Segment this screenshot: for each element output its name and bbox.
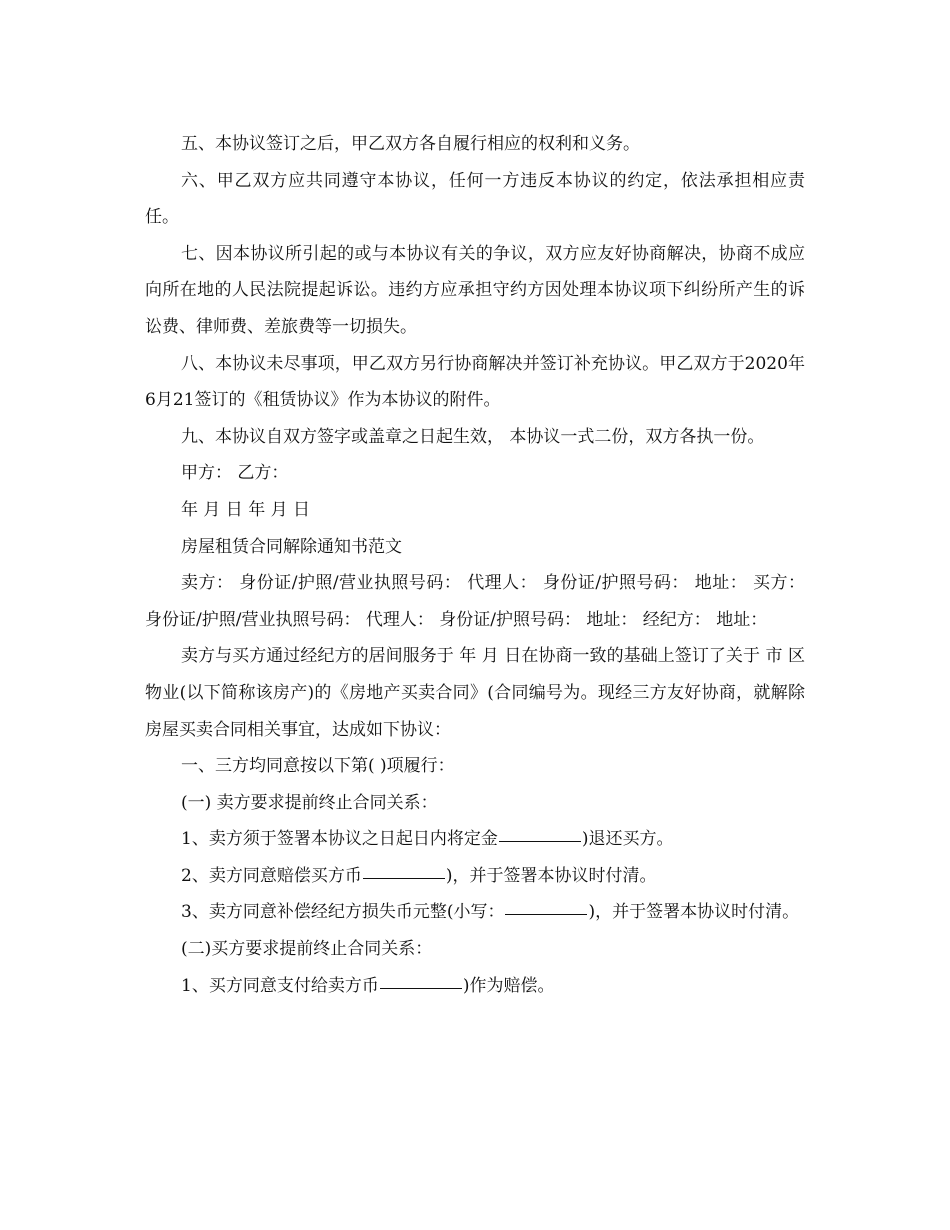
- intro-paragraph: 卖方与买方通过经纪方的居间服务于 年 月 日在协商一致的基础上签订了关于 市 区 物业(以下简称该房产)的《房地产买卖合同》(合同编号为。现经三方友好协商，就解除房屋买卖合同相关事宜，达成如下协议：: [145, 646, 805, 740]
- fill-in-blank: [505, 913, 587, 915]
- item-text: )，并于签署本协议时付清。: [445, 865, 657, 886]
- option-1-heading: (一) 卖方要求提前终止合同关系：: [181, 792, 438, 813]
- fill-in-blank: [499, 840, 581, 842]
- item-text: 1、卖方须于签署本协议之日起日内将定金: [181, 829, 498, 850]
- option-1-item-1: [145, 821, 805, 858]
- document-body: [145, 126, 805, 1004]
- signature-dates: 年 月 日 年 月 日: [181, 499, 311, 520]
- clause-8: 八、本协议未尽事项，甲乙双方另行协商解决并签订补充协议。甲乙双方于2020年6月21签订的《租赁协议》作为本协议的附件。: [145, 353, 805, 411]
- party-information: 卖方： 身份证/护照/营业执照号码： 代理人： 身份证/护照号码： 地址： 买方： 身份证/护照/营业执照号码： 代理人： 身份证/护照号码： 地址： 经纪方： 地址：: [145, 573, 805, 630]
- item-text: )作为赔偿。: [462, 975, 555, 996]
- signature-parties: 甲方： 乙方：: [181, 463, 289, 484]
- clause-6: 六、甲乙双方应共同遵守本协议，任何一方违反本协议的约定，依法承担相应责任。: [145, 170, 805, 228]
- fill-in-blank: [380, 987, 462, 989]
- clause-1-heading: 一、三方均同意按以下第( )项履行：: [181, 756, 455, 777]
- clause-9: 九、本协议自双方签字或盖章之日起生效， 本协议一式二份，双方各执一份。: [181, 426, 765, 447]
- item-text: 3、卖方同意补偿经纪方损失币元整(小写：: [181, 902, 505, 923]
- clause-5: 五、本协议签订之后，甲乙双方各自履行相应的权利和义务。: [181, 134, 640, 154]
- option-2-item-1: [145, 968, 805, 1005]
- item-text: 1、买方同意支付给卖方币: [181, 975, 379, 996]
- clause-7: 七、因本协议所引起的或与本协议有关的争议，双方应友好协商解决，协商不成应向所在地的人民法院提起诉讼。违约方应承担守约方因处理本协议项下纠纷所产生的诉讼费、律师费、差旅费等一切损失。: [145, 243, 805, 337]
- option-1-item-2: [145, 858, 805, 895]
- option-2-heading: (二)买方要求提前终止合同关系：: [181, 939, 433, 960]
- section-title: 房屋租赁合同解除通知书范文: [181, 536, 402, 557]
- option-1-item-3: [145, 894, 805, 931]
- fill-in-blank: [363, 877, 445, 879]
- item-text: )，并于签署本协议时付清。: [588, 902, 800, 923]
- item-text: 2、卖方同意赔偿买方币: [181, 865, 362, 886]
- item-text: )退还买方。: [581, 829, 674, 850]
